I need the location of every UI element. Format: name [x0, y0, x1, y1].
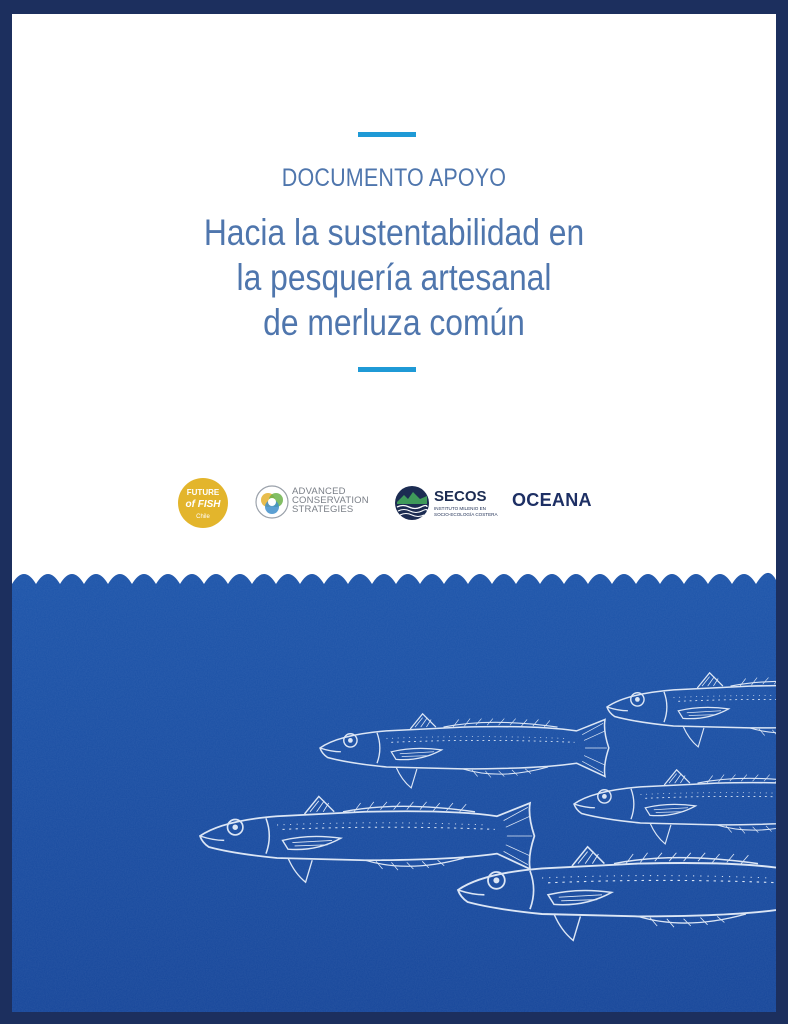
- acs-line-1: ADVANCED: [292, 486, 346, 497]
- fof-line-3: Chile: [196, 514, 210, 520]
- bottom-accent-rule: [358, 367, 416, 372]
- acs-emblem-icon: [254, 484, 290, 520]
- secos-tagline: [434, 506, 498, 517]
- sea-illustration: [12, 554, 776, 1012]
- document-label: DOCUMENTO APOYO: [281, 164, 507, 192]
- oceana-logo: [504, 476, 610, 532]
- acs-logo: [254, 476, 384, 532]
- secos-logo: [394, 476, 504, 532]
- fof-line-2: of FISH: [185, 499, 221, 510]
- acs-wordmark: [292, 487, 369, 514]
- secos-tagline-2: SOCIO-ECOLOGÍA COSTERA: [434, 511, 498, 517]
- secos-emblem-icon: [394, 485, 430, 521]
- title-line-2: la pesquería artesanal: [236, 257, 552, 298]
- title-line-3: de merluza común: [263, 302, 525, 343]
- title-line-1: Hacia la sustentabilidad en: [203, 212, 585, 253]
- partner-logos: [12, 476, 776, 532]
- document-title: [12, 210, 776, 345]
- future-of-fish-logo: [178, 476, 230, 532]
- acs-line-3: STRATEGIES: [292, 504, 354, 515]
- acs-line-2: CONSERVATION: [292, 495, 369, 506]
- cover-panel: [12, 14, 776, 1012]
- top-accent-rule: [358, 132, 416, 137]
- secos-tagline-1: INSTITUTO MILENIO EN: [434, 506, 486, 511]
- secos-wordmark: SECOS: [434, 488, 487, 505]
- fof-line-1: FUTURE: [186, 488, 220, 497]
- future-of-fish-badge: [178, 478, 228, 528]
- oceana-wordmark: OCEANA: [512, 490, 592, 510]
